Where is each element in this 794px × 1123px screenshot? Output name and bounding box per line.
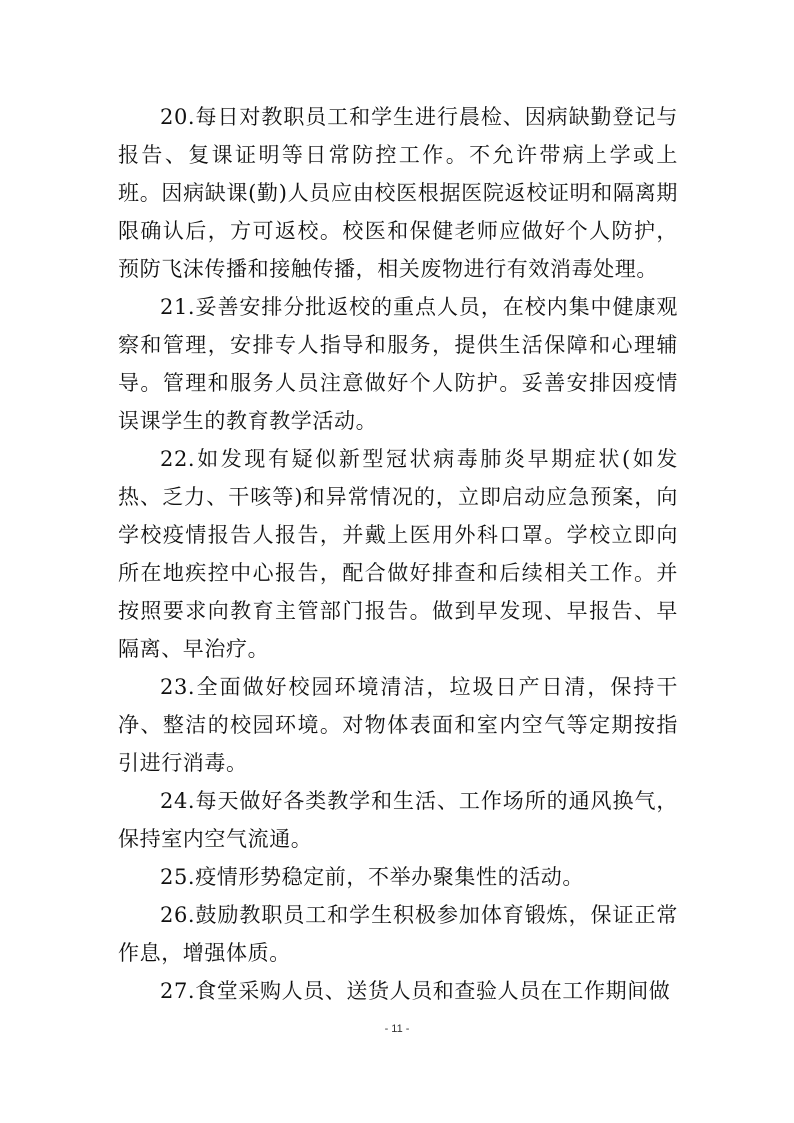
paragraph-26: 26.鼓励教职员工和学生积极参加体育锻炼，保证正常作息，增强体质。: [118, 903, 678, 965]
paragraph-23: 23.全面做好校园环境清洁，垃圾日产日清，保持干净、整洁的校园环境。对物体表面和室内空气等定期按指引进行消毒。: [118, 675, 678, 775]
paragraph-24: 24.每天做好各类教学和生活、工作场所的通风换气，保持室内空气流通。: [118, 789, 678, 851]
paragraph-20: 20.每日对教职员工和学生进行晨检、因病缺勤登记与报告、复课证明等日常防控工作。不允许带病上学或上班。因病缺课(勤)人员应由校医根据医院返校证明和隔离期限确认后，方可返校。校医和保健老师应做好个人防护，预防飞沫传播和接触传播，相关废物进行有效消毒处理。: [118, 105, 678, 281]
paragraph-27: 27.食堂采购人员、送货人员和查验人员在工作期间做: [160, 979, 671, 1003]
document-body: [118, 98, 678, 1010]
paragraph-25: 25.疫情形势稳定前，不举办聚集性的活动。: [160, 865, 584, 889]
page-number: - 11 -: [384, 1023, 410, 1035]
paragraph-22: 22.如发现有疑似新型冠状病毒肺炎早期症状(如发热、乏力、干咳等)和异常情况的，立即启动应急预案，向学校疫情报告人报告，并戴上医用外科口罩。学校立即向所在地疾控中心报告，配合做好排查和后续相关工作。并按照要求向教育主管部门报告。做到早发现、早报告、早隔离、早治疗。: [118, 447, 678, 661]
paragraph-21: 21.妥善安排分批返校的重点人员，在校内集中健康观察和管理，安排专人指导和服务，提供生活保障和心理辅导。管理和服务人员注意做好个人防护。妥善安排因疫情误课学生的教育教学活动。: [118, 295, 678, 433]
